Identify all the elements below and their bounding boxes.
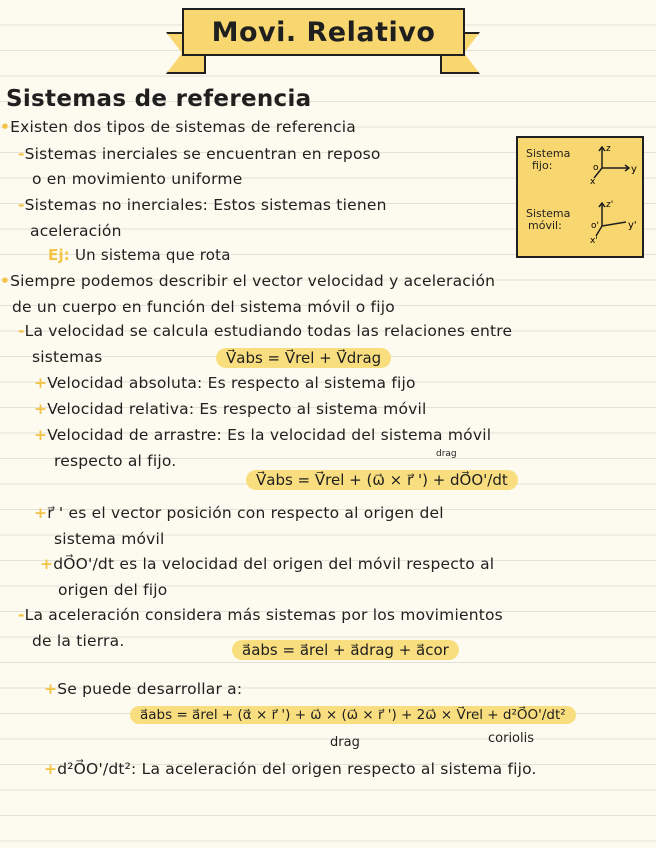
- line-11: +Velocidad absoluta: Es respecto al sistema fijo: [34, 374, 416, 392]
- reference-systems-box: [516, 136, 644, 258]
- mobile-axes-icon: [586, 198, 640, 244]
- box-label-movil-2: móvil:: [528, 219, 562, 232]
- line-13: +Velocidad de arrastre: Es la velocidad del sistema móvil: [34, 426, 492, 444]
- axis-x-label: x: [590, 177, 596, 186]
- equation-velocity-expanded: V⃗abs = V⃗rel + (ω⃗ × r⃗ ') + dO⃗O'/dt: [246, 470, 518, 490]
- coriolis-label: coriolis: [488, 731, 535, 746]
- equation-acceleration: a⃗abs = a⃗rel + a⃗drag + a⃗cor: [232, 640, 459, 660]
- section-heading: Sistemas de referencia: [6, 86, 312, 112]
- line-17: +dO⃗O'/dt es la velocidad del origen del móvil respecto al: [40, 555, 495, 573]
- box-label-fijo-1: Sistema: [526, 147, 571, 160]
- line-15: +r⃗ ' es el vector posición con respecto al origen del: [34, 504, 444, 522]
- axis-origin-prime-label: o': [591, 221, 599, 231]
- line-3: o en movimiento uniforme: [32, 170, 243, 188]
- drag-label: drag: [330, 735, 360, 750]
- axis-z-label: z: [606, 144, 611, 154]
- line-12: +Velocidad relativa: Es respecto al sistema móvil: [34, 400, 427, 418]
- axis-y-label: y: [631, 164, 637, 175]
- box-label-fijo-2: fijo:: [532, 159, 553, 172]
- drag-small-label: drag: [436, 449, 457, 459]
- equation-acceleration-expanded: a⃗abs = a⃗rel + (α⃗ × r⃗ ') + ω⃗ × (ω⃗ × r⃗ ') + 2ω⃗ × V⃗rel + d²O⃗O'/dt²: [130, 706, 576, 724]
- line-20: de la tierra.: [32, 632, 125, 650]
- line-19: -La aceleración considera más sistemas por los movimientos: [18, 606, 503, 624]
- line-4: -Sistemas no inerciales: Estos sistemas tienen: [18, 196, 387, 214]
- box-label-movil-1: Sistema: [526, 207, 571, 220]
- page-title: Movi. Relativo: [211, 16, 436, 48]
- line-7: •Siempre podemos describir el vector velocidad y aceleración: [0, 272, 496, 290]
- line-22: +d²O⃗O'/dt²: La aceleración del origen respecto al sistema fijo.: [44, 760, 537, 778]
- line-14: respecto al fijo.: [54, 452, 177, 470]
- title-banner: [182, 8, 465, 56]
- line-1: •Existen dos tipos de sistemas de referencia: [0, 118, 357, 136]
- equation-velocity: V⃗abs = V⃗rel + V⃗drag: [216, 348, 391, 368]
- line-18: origen del fijo: [58, 581, 168, 599]
- line-8: de un cuerpo en función del sistema móvil o fijo: [12, 298, 395, 316]
- line-9: -La velocidad se calcula estudiando todas las relaciones entre: [18, 322, 513, 340]
- axis-x-prime-label: x': [590, 236, 598, 244]
- axis-origin-label: o: [593, 163, 599, 173]
- line-10: sistemas: [32, 348, 103, 366]
- line-21: +Se puede desarrollar a:: [44, 680, 243, 698]
- fixed-axes-icon: [588, 142, 638, 186]
- axis-y-prime-label: y': [628, 220, 637, 231]
- axis-z-prime-label: z': [606, 200, 614, 210]
- line-6: Ej: Un sistema que rota: [48, 246, 231, 264]
- line-5: aceleración: [30, 222, 122, 240]
- line-16: sistema móvil: [54, 530, 165, 548]
- line-2: -Sistemas inerciales se encuentran en reposo: [18, 145, 381, 163]
